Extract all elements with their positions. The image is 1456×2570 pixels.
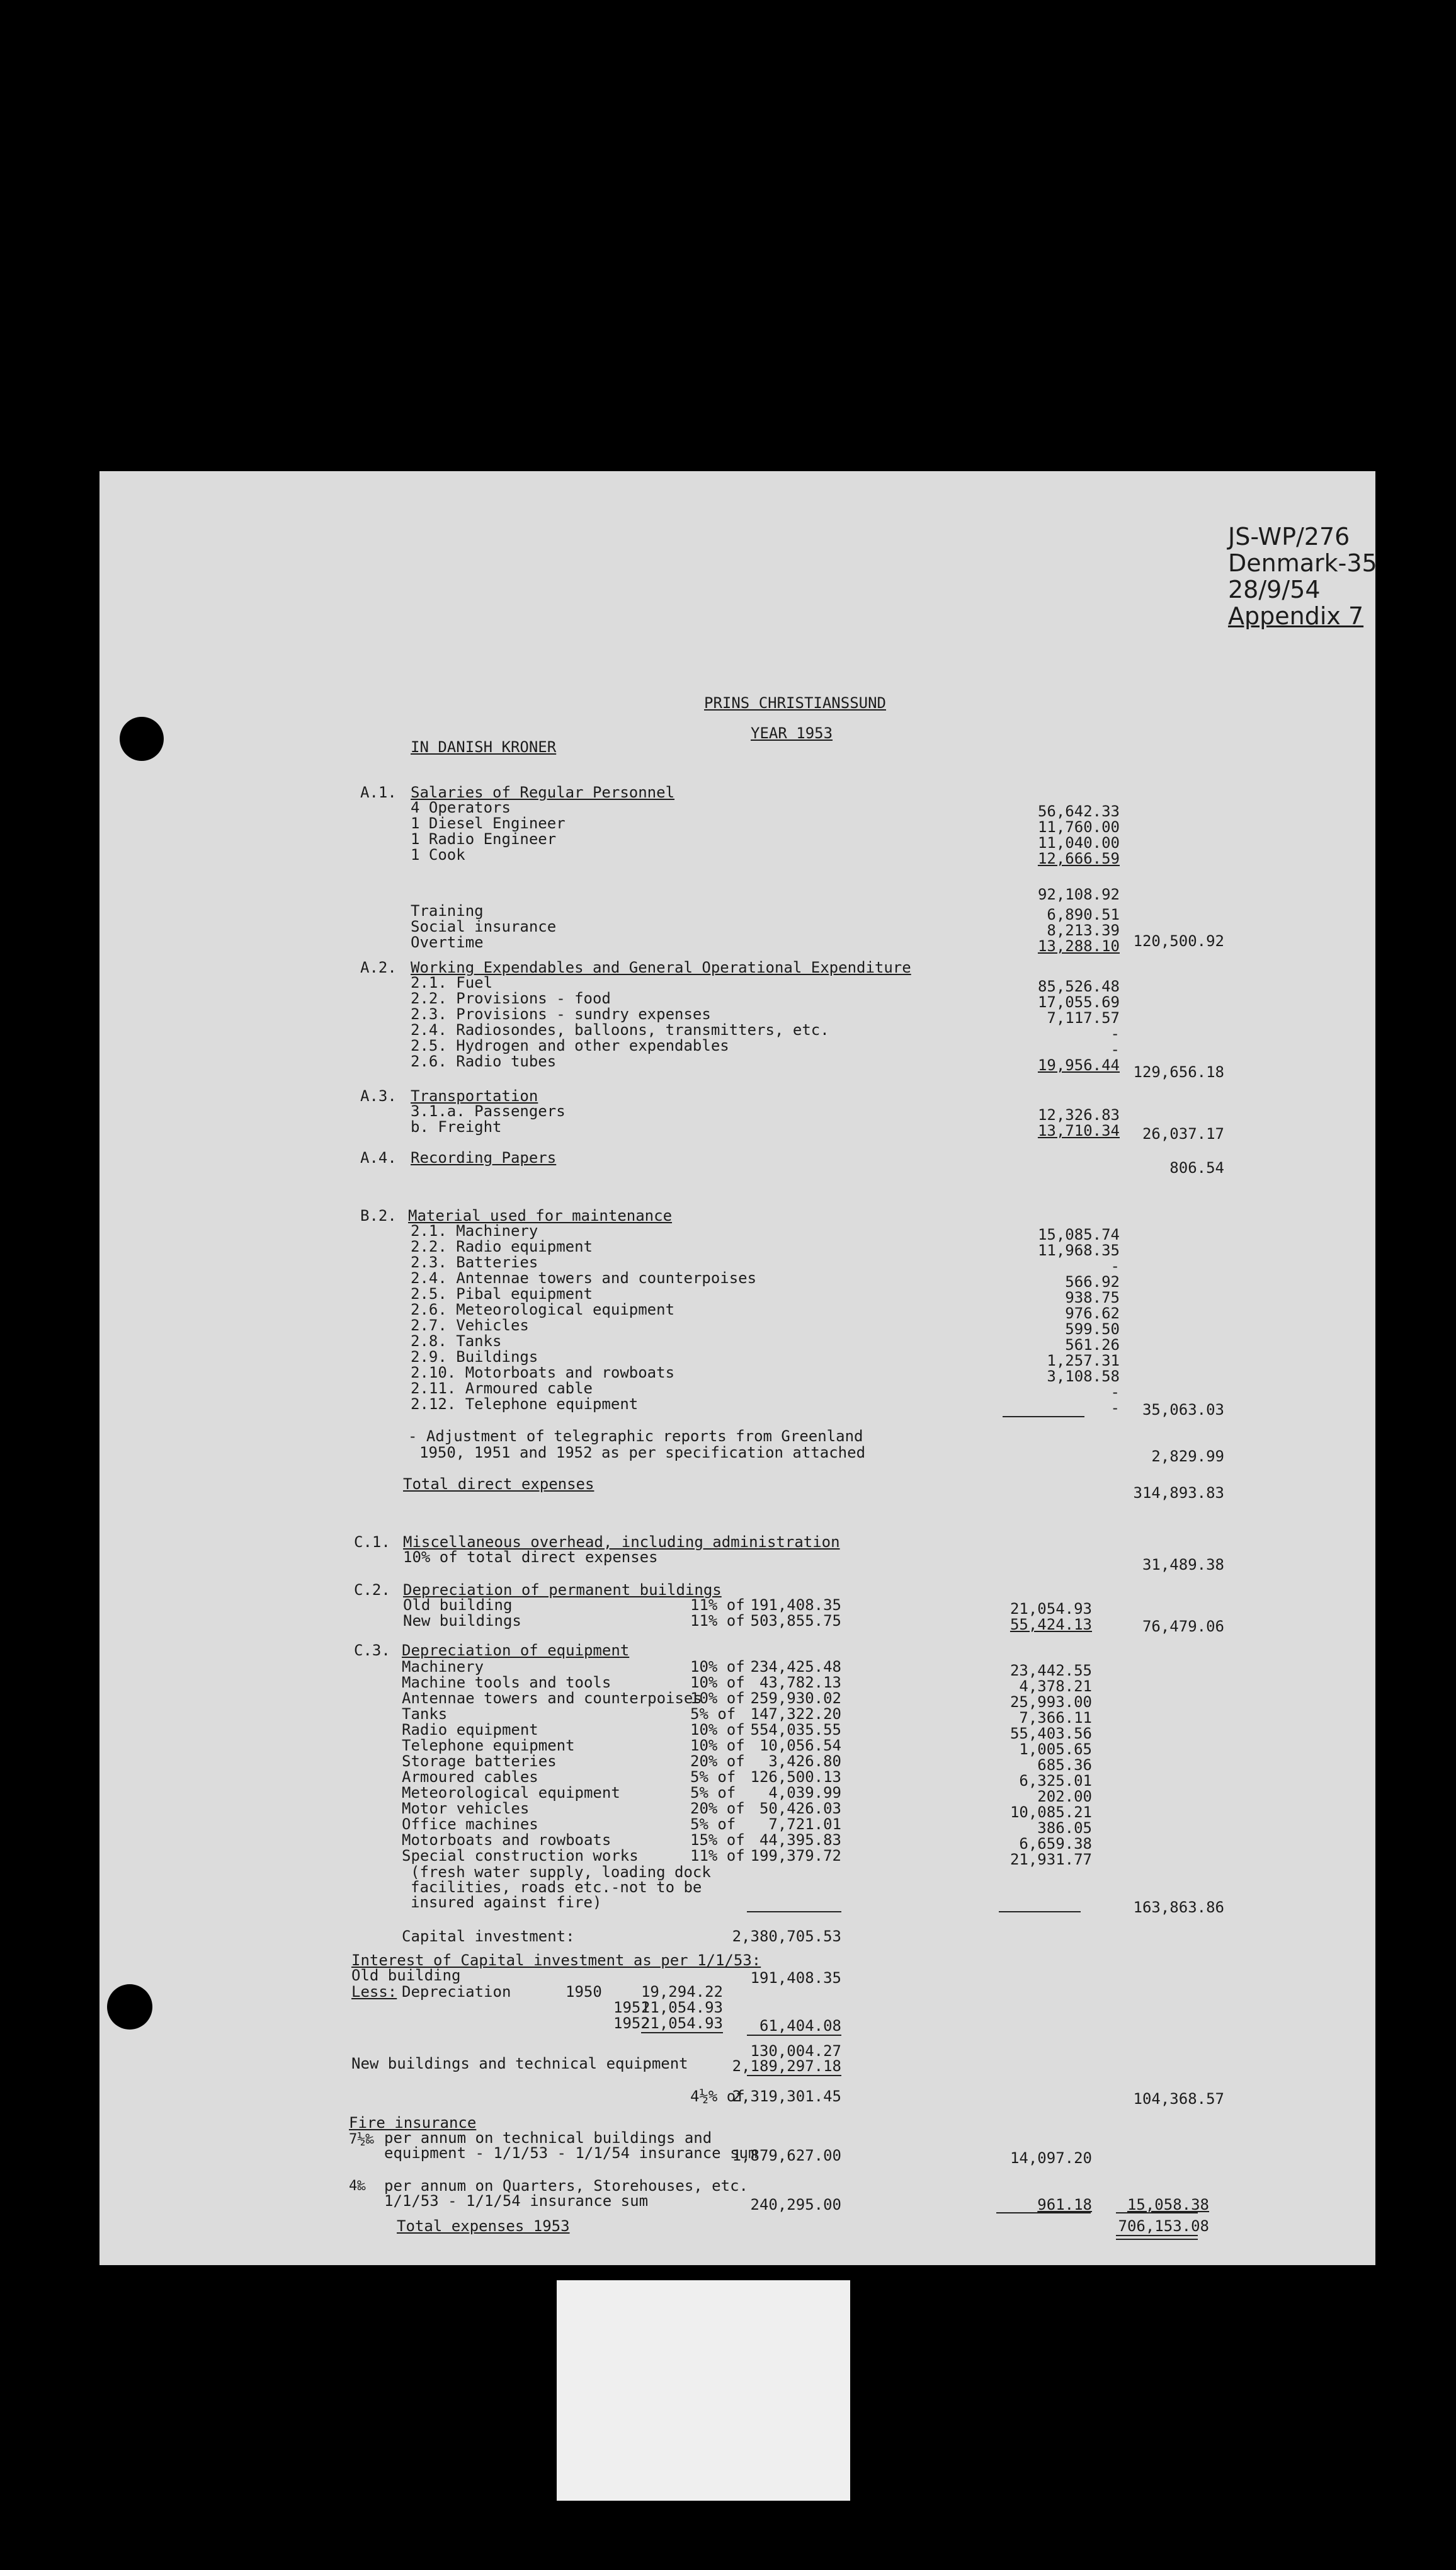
line-item-value: 386.05 — [1037, 1819, 1092, 1837]
line-item-value: 13,710.34 — [1037, 1122, 1120, 1139]
section-total: 104,368.57 — [1133, 2090, 1224, 2108]
rate-text: 20% of — [690, 1752, 745, 1770]
line-item-label: 2.1. Fuel — [411, 974, 493, 991]
line-item-label: 2.2. Provisions - food — [411, 990, 611, 1007]
line-item-label: 2.3. Batteries — [411, 1254, 538, 1271]
line-item-label: 2.1. Machinery — [411, 1222, 538, 1240]
line-item-value: 202.00 — [1037, 1788, 1092, 1805]
line-item-value: 6,325.01 — [1019, 1772, 1092, 1790]
line-item-value: 8,213.39 — [1047, 922, 1120, 939]
line-item-value: 938.75 — [1065, 1289, 1120, 1306]
base-value: 234,425.48 — [750, 1658, 841, 1676]
base-value: 43,782.13 — [759, 1674, 841, 1691]
line-item-label: 3.1.a. Passengers — [411, 1102, 566, 1120]
section-number: A.1. — [360, 784, 397, 801]
line-item-label: Machinery — [402, 1658, 484, 1676]
line-item-label: Old building — [403, 1596, 513, 1614]
depreciation-value: 19,294.22 — [640, 1983, 723, 2001]
line-item-value: 21,931.77 — [1010, 1851, 1092, 1868]
rate-text: 11% of — [690, 1596, 745, 1614]
line-item-value: 13,288.10 — [1037, 937, 1120, 955]
line-item-label: Storage batteries — [402, 1752, 557, 1770]
line-item-label: 2.12. Telephone equipment — [411, 1395, 639, 1413]
line-item-value: 12,326.83 — [1037, 1106, 1120, 1124]
blank-slip — [557, 2280, 850, 2501]
rate-text: 10% of — [690, 1721, 745, 1739]
line-item-label: Motorboats and rowboats — [402, 1831, 611, 1849]
construction-note-2: facilities, roads etc.-not to be — [411, 1878, 702, 1896]
line-item-value: 55,424.13 — [1010, 1616, 1092, 1633]
construction-note-1: (fresh water supply, loading dock — [411, 1863, 711, 1881]
line-item-label: Motor vehicles — [402, 1800, 530, 1817]
depreciation-year: 1951 — [613, 1999, 650, 2016]
line-item-label: Office machines — [402, 1815, 538, 1833]
line-item-value: 1,257.31 — [1047, 1352, 1120, 1369]
line-item-value: 21,054.93 — [1010, 1600, 1092, 1618]
line-item-value: 976.62 — [1065, 1305, 1120, 1322]
line-item-value: 85,526.48 — [1037, 978, 1120, 995]
line-item-value: - — [1110, 1041, 1120, 1058]
line-item-label: 2.11. Armoured cable — [411, 1379, 593, 1397]
line-item-value: 17,055.69 — [1037, 993, 1120, 1011]
doc-currency: IN DANISH KRONER — [411, 738, 557, 756]
section-heading: Depreciation of permanent buildings — [403, 1581, 722, 1599]
rule — [1003, 1416, 1084, 1417]
line-item-label: 2.5. Pibal equipment — [411, 1285, 593, 1303]
line-item-label: 1 Cook — [411, 846, 465, 864]
rule — [641, 2032, 723, 2033]
section-number: A.4. — [360, 1149, 397, 1167]
line-item-label: Meteorological equipment — [402, 1784, 620, 1802]
base-value: 10,056.54 — [759, 1737, 841, 1754]
doc-title: PRINS CHRISTIANSSUND — [704, 694, 886, 712]
depreciation-value: 21,054.93 — [640, 2014, 723, 2032]
rule — [747, 1911, 841, 1912]
rate-text: 10% of — [690, 1658, 745, 1676]
capital-label: Capital investment: — [402, 1928, 575, 1945]
adjustment-value: 2,829.99 — [1151, 1448, 1224, 1465]
base-value: 259,930.02 — [750, 1689, 841, 1707]
punch-hole — [107, 1984, 152, 2030]
rate-text: 11% of — [690, 1847, 745, 1865]
rate-text: 15% of — [690, 1831, 745, 1849]
line-item-label: 4 Operators — [411, 799, 511, 816]
base-value: 126,500.13 — [750, 1768, 841, 1786]
line-item-value: 4,378.21 — [1019, 1677, 1092, 1695]
line-item-label: Training — [411, 902, 484, 920]
rule — [747, 2035, 841, 2036]
line-item-value: - — [1110, 1025, 1120, 1042]
line-item-label: 2.6. Meteorological equipment — [411, 1301, 675, 1318]
fire-text-2b: 1/1/53 - 1/1/54 insurance sum — [384, 2192, 649, 2210]
line-item-label: Machine tools and tools — [402, 1674, 611, 1691]
ref-appendix: Appendix 7 — [1228, 602, 1364, 630]
line-item-value: 11,760.00 — [1037, 818, 1120, 836]
rule — [1116, 2212, 1198, 2213]
line-item-value: 56,642.33 — [1037, 802, 1120, 820]
base-value: 3,426.80 — [768, 1752, 841, 1770]
line-item-label: Tanks — [402, 1705, 448, 1723]
depreciation-year: 1952 — [613, 2014, 650, 2032]
line-item-value: - — [1110, 1399, 1120, 1417]
line-item-label: 2.4. Radiosondes, balloons, transmitters, etc. — [411, 1021, 829, 1039]
line-item-value: - — [1110, 1383, 1120, 1401]
section-total: 35,063.03 — [1142, 1401, 1224, 1419]
line-item-label: Radio equipment — [402, 1721, 538, 1739]
base-value: 50,426.03 — [759, 1800, 841, 1817]
section-number: A.3. — [360, 1087, 397, 1105]
depreciation-value: 21,054.93 — [640, 1999, 723, 2016]
line-item-value: 561.26 — [1065, 1336, 1120, 1354]
line-item-value: 566.92 — [1065, 1273, 1120, 1291]
adjustment-line-2: 1950, 1951 and 1952 as per specification attached — [419, 1444, 866, 1461]
section-number: C.2. — [354, 1581, 390, 1599]
line-item-value: 10,085.21 — [1010, 1803, 1092, 1821]
fire-total: 15,058.38 — [1127, 2196, 1209, 2213]
line-item-label: Armoured cables — [402, 1768, 538, 1786]
line-item-value: 23,442.55 — [1010, 1662, 1092, 1679]
rate-text: 5% of — [690, 1705, 736, 1723]
overhead-basis: 10% of total direct expenses — [403, 1548, 658, 1566]
line-item-value: 7,366.11 — [1019, 1709, 1092, 1727]
base-value: 191,408.35 — [750, 1596, 841, 1614]
line-item-value: 55,403.56 — [1010, 1725, 1092, 1742]
base-value: 503,855.75 — [750, 1612, 841, 1630]
fire-value-2: 961.18 — [1037, 2196, 1092, 2213]
section-heading: Working Expendables and General Operational Expenditure — [411, 959, 911, 976]
line-item-label: Telephone equipment — [402, 1737, 575, 1754]
section-heading: Miscellaneous overhead, including administration — [403, 1533, 840, 1551]
fire-value-1: 14,097.20 — [1010, 2149, 1092, 2167]
section-total: 26,037.17 — [1142, 1125, 1224, 1143]
rate-text: 20% of — [690, 1800, 745, 1817]
fire-rate-2: 4‰ — [349, 2178, 366, 2194]
line-item-value: 11,040.00 — [1037, 834, 1120, 852]
total-direct-value: 314,893.83 — [1133, 1484, 1224, 1502]
line-item-value: 6,659.38 — [1019, 1835, 1092, 1853]
grand-total-label: Total expenses 1953 — [397, 2217, 570, 2235]
section-total: 76,479.06 — [1142, 1618, 1224, 1635]
line-item-value: 3,108.58 — [1047, 1368, 1120, 1385]
section-heading: Depreciation of equipment — [402, 1642, 630, 1659]
construction-note-3: insured against fire) — [411, 1893, 602, 1911]
doc-year: YEAR 1953 — [751, 724, 833, 742]
section-number: A.2. — [360, 959, 397, 976]
document-page — [100, 471, 1375, 2265]
section-number: B.2. — [360, 1207, 397, 1225]
section-heading: Salaries of Regular Personnel — [411, 784, 675, 801]
fire-text-1b: equipment - 1/1/53 - 1/1/54 insurance sum — [384, 2144, 758, 2162]
capital-value: 2,380,705.53 — [732, 1928, 841, 1945]
rate-text: 10% of — [690, 1674, 745, 1691]
line-item-value: 7,117.57 — [1047, 1009, 1120, 1027]
fire-text-1a: per annum on technical buildings and — [384, 2129, 712, 2147]
new-buildings-value: 2,189,297.18 — [732, 2057, 841, 2075]
line-item-value: 1,005.65 — [1019, 1740, 1092, 1758]
line-item-value: 25,993.00 — [1010, 1693, 1092, 1711]
line-item-label: b. Freight — [411, 1118, 502, 1136]
line-item-label: 2.6. Radio tubes — [411, 1053, 557, 1070]
line-item-label: 2.2. Radio equipment — [411, 1238, 593, 1255]
fire-sum-1: 1,879,627.00 — [732, 2147, 841, 2164]
base-value: 554,035.55 — [750, 1721, 841, 1739]
rate-text: 5% of — [690, 1768, 736, 1786]
line-item-label: New buildings — [403, 1612, 521, 1630]
less-label: Less: — [351, 1983, 397, 2001]
line-item-value: 15,085.74 — [1037, 1226, 1120, 1243]
line-item-label: Special construction works — [402, 1847, 639, 1865]
fire-rate-1: 7½‰ — [349, 2132, 374, 2147]
line-item-label: 2.5. Hydrogen and other expendables — [411, 1037, 729, 1054]
depreciation-sum: 61,404.08 — [759, 2017, 841, 2035]
fire-heading: Fire insurance — [349, 2114, 477, 2132]
fire-sum-2: 240,295.00 — [750, 2196, 841, 2213]
rate-text: 10% of — [690, 1689, 745, 1707]
ref-country: Denmark-35 — [1228, 549, 1377, 577]
line-item-value: 685.36 — [1037, 1756, 1092, 1774]
line-item-value: 12,666.59 — [1037, 850, 1120, 867]
subtotal-value: 92,108.92 — [1037, 886, 1120, 903]
interest-heading: Interest of Capital investment as per 1/1/53: — [351, 1951, 761, 1969]
line-item-label: 1 Diesel Engineer — [411, 814, 566, 832]
interest-base: 2,319,301.45 — [732, 2087, 841, 2105]
line-item-label: 2.3. Provisions - sundry expenses — [411, 1005, 711, 1023]
line-item-label: 2.9. Buildings — [411, 1348, 538, 1366]
section-heading: Transportation — [411, 1087, 538, 1105]
adjustment-line-1: - Adjustment of telegraphic reports from Greenland — [408, 1427, 863, 1445]
fire-text-2a: per annum on Quarters, Storehouses, etc. — [384, 2177, 748, 2195]
line-item-label: 2.4. Antennae towers and counterpoises — [411, 1269, 757, 1287]
depreciation-year: 1950 — [566, 1983, 602, 2001]
line-item-value: 599.50 — [1065, 1320, 1120, 1338]
new-buildings-label: New buildings and technical equipment — [351, 2055, 688, 2072]
interest-old-label: Old building — [351, 1967, 461, 1984]
section-number: C.1. — [354, 1533, 390, 1551]
line-item-value: 6,890.51 — [1047, 906, 1120, 923]
section-total: 163,863.86 — [1133, 1899, 1224, 1916]
rate-text: 5% of — [690, 1815, 736, 1833]
base-value: 4,039.99 — [768, 1784, 841, 1802]
section-number: C.3. — [354, 1642, 390, 1659]
punch-hole — [120, 717, 164, 761]
section-heading: Recording Papers — [411, 1149, 557, 1167]
rate-text: 11% of — [690, 1612, 745, 1630]
line-item-label: 2.7. Vehicles — [411, 1316, 529, 1334]
ref-date: 28/9/54 — [1228, 576, 1321, 603]
base-value: 44,395.83 — [759, 1831, 841, 1849]
line-item-value: - — [1110, 1257, 1120, 1275]
ref-code: JS-WP/276 — [1228, 523, 1350, 551]
remaining-value: 130,004.27 — [750, 2042, 841, 2060]
grand-total-value: 706,153.08 — [1118, 2217, 1209, 2235]
base-value: 7,721.01 — [768, 1815, 841, 1833]
interest-rate: 4½% of — [690, 2087, 745, 2105]
section-total: 806.54 — [1169, 1159, 1224, 1177]
section-total: 31,489.38 — [1142, 1556, 1224, 1573]
section-heading: Material used for maintenance — [408, 1207, 673, 1225]
total-direct-label: Total direct expenses — [403, 1475, 594, 1493]
depreciation-label: Depreciation — [402, 1983, 511, 2001]
rate-text: 5% of — [690, 1784, 736, 1802]
section-total: 129,656.18 — [1133, 1063, 1224, 1081]
base-value: 147,322.20 — [750, 1705, 841, 1723]
line-item-label: 2.10. Motorboats and rowboats — [411, 1364, 675, 1381]
line-item-value: 11,968.35 — [1037, 1242, 1120, 1259]
rule — [747, 2075, 841, 2076]
line-item-label: Antennae towers and counterpoises — [402, 1689, 702, 1707]
rule — [1116, 2239, 1198, 2240]
rate-text: 10% of — [690, 1737, 745, 1754]
section-total: 120,500.92 — [1133, 932, 1224, 950]
rule — [1116, 2235, 1198, 2236]
line-item-value: 19,956.44 — [1037, 1056, 1120, 1074]
base-value: 199,379.72 — [750, 1847, 841, 1865]
line-item-label: Social insurance — [411, 918, 557, 935]
rule — [996, 2212, 1091, 2213]
line-item-label: 1 Radio Engineer — [411, 830, 557, 848]
rule — [999, 1911, 1081, 1912]
line-item-label: Overtime — [411, 934, 484, 951]
interest-old-value: 191,408.35 — [750, 1969, 841, 1987]
line-item-label: 2.8. Tanks — [411, 1332, 502, 1350]
